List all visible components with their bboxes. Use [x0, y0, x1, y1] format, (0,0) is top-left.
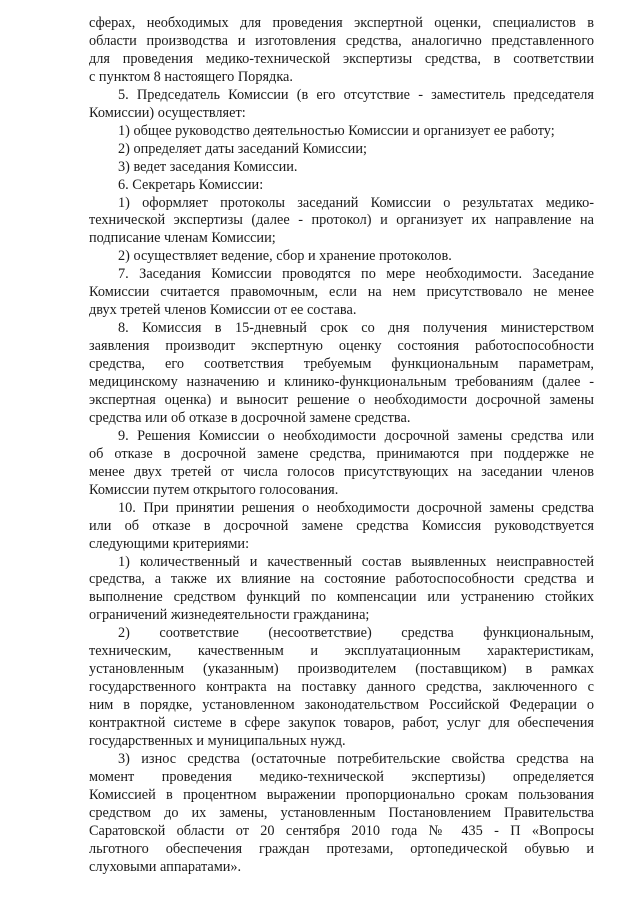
text-line: 3) износ средства (остаточные потребительские свойства средства на: [118, 750, 594, 767]
text-line: медицинскому назначению и клинико-функциональным требованиям (далее -: [89, 374, 594, 390]
text-line: для проведения медико-технической экспертизы средства, в соответствии: [89, 50, 594, 67]
text-line: сферах, необходимых для проведения экспертной оценки, специалистов в: [89, 15, 594, 31]
text-line: 6. Секретарь Комиссии:: [118, 176, 264, 193]
text-line: 10. При принятии решения о необходимости досрочной замены средства: [118, 499, 594, 516]
text-line: Комиссии путем открытого голосования.: [89, 481, 339, 498]
text-line: 7. Заседания Комиссии проводятся по мере необходимости. Заседание: [118, 266, 594, 283]
text-line: ним в порядке, установленном законодательством Российской Федерации о: [89, 697, 594, 714]
text-line: с пунктом 8 настоящего Порядка.: [89, 68, 293, 85]
text-line: государственных и муниципальных нужд.: [89, 733, 346, 749]
text-line: средства или об отказе в досрочной замене средства.: [89, 409, 411, 426]
text-line: следующими критериями:: [89, 535, 250, 552]
text-line: льготного обеспечения граждан протезами, ортопедической обувью и: [89, 840, 594, 857]
text-line: 2) осуществляет ведение, сбор и хранение протоколов.: [118, 248, 452, 265]
text-line: экспертная оценка) и выносит решение о необходимости досрочной замены: [89, 391, 594, 408]
text-line: 1) оформляет протоколы заседаний Комиссии о результатах медико-: [118, 194, 594, 211]
text-line: слуховыми аппаратами».: [89, 858, 242, 875]
text-line: области производства и изготовления средства, аналогично представленного: [89, 32, 594, 49]
text-line: заявления производит экспертную оценку состояния работоспособности: [89, 338, 594, 355]
text-line: 2) соответствие (несоответствие) средства функциональным,: [118, 625, 594, 642]
text-line: установленным (указанным) производителем (поставщиком) в рамках: [89, 661, 594, 678]
text-line: техническим, качественным и эксплуатационным характеристикам,: [89, 643, 594, 660]
text-line: об отказе в досрочной замене средства, принимаются при поддержке не: [89, 445, 594, 462]
text-line: средством до их замены, установленным Постановлением Правительства: [89, 804, 594, 821]
text-line: 3) ведет заседания Комиссии.: [118, 158, 298, 175]
text-line: 2) определяет даты заседаний Комиссии;: [118, 140, 367, 157]
text-line: средства, а также их влияние на состояние работоспособности средства и: [89, 571, 594, 588]
text-line: ограничений жизнедеятельности гражданина;: [89, 607, 370, 624]
text-line: подписание членам Комиссии;: [89, 230, 276, 247]
text-line: контрактной системе в сфере закупок товаров, работ, услуг для обеспечения: [89, 715, 594, 732]
text-line: Комиссии) осуществляет:: [89, 104, 246, 121]
text-line: момент проведения медико-технической экспертизы) определяется: [89, 768, 594, 785]
text-line: менее двух третей от числа голосов присутствующих на заседании членов: [89, 463, 594, 480]
text-line: средства, его соответствия требуемым функциональным параметрам,: [89, 356, 594, 373]
text-line: Саратовской области от 20 сентября 2010 года № 435 - П «Вопросы: [89, 822, 594, 839]
text-line: государственного контракта на поставку данного средства, заключенного с: [89, 679, 594, 696]
text-line: Комиссией в процентном выражении пропорционально срокам пользования: [89, 786, 594, 803]
text-line: 9. Решения Комиссии о необходимости досрочной замены средства или: [118, 427, 594, 444]
text-line: двух третей членов Комиссии от ее состава.: [89, 302, 357, 319]
text-line: 8. Комиссия в 15-дневный срок со дня получения министерством: [118, 320, 594, 337]
text-line: выполнение средством функций по компенсации или устранению стойких: [89, 589, 594, 606]
text-line: 1) общее руководство деятельностью Комиссии и организует ее работу;: [118, 122, 555, 139]
text-line: 1) количественный и качественный состав выявленных неисправностей: [118, 553, 594, 570]
text-line: 5. Председатель Комиссии (в его отсутствие - заместитель председателя: [118, 86, 594, 103]
text-line: технической экспертизы (далее - протокол) и организует их направление на: [89, 212, 594, 229]
text-line: или об отказе в досрочной замене средства Комиссия руководствуется: [89, 517, 594, 534]
text-line: Комиссии считается правомочным, если на нем присутствовало не менее: [89, 284, 594, 301]
